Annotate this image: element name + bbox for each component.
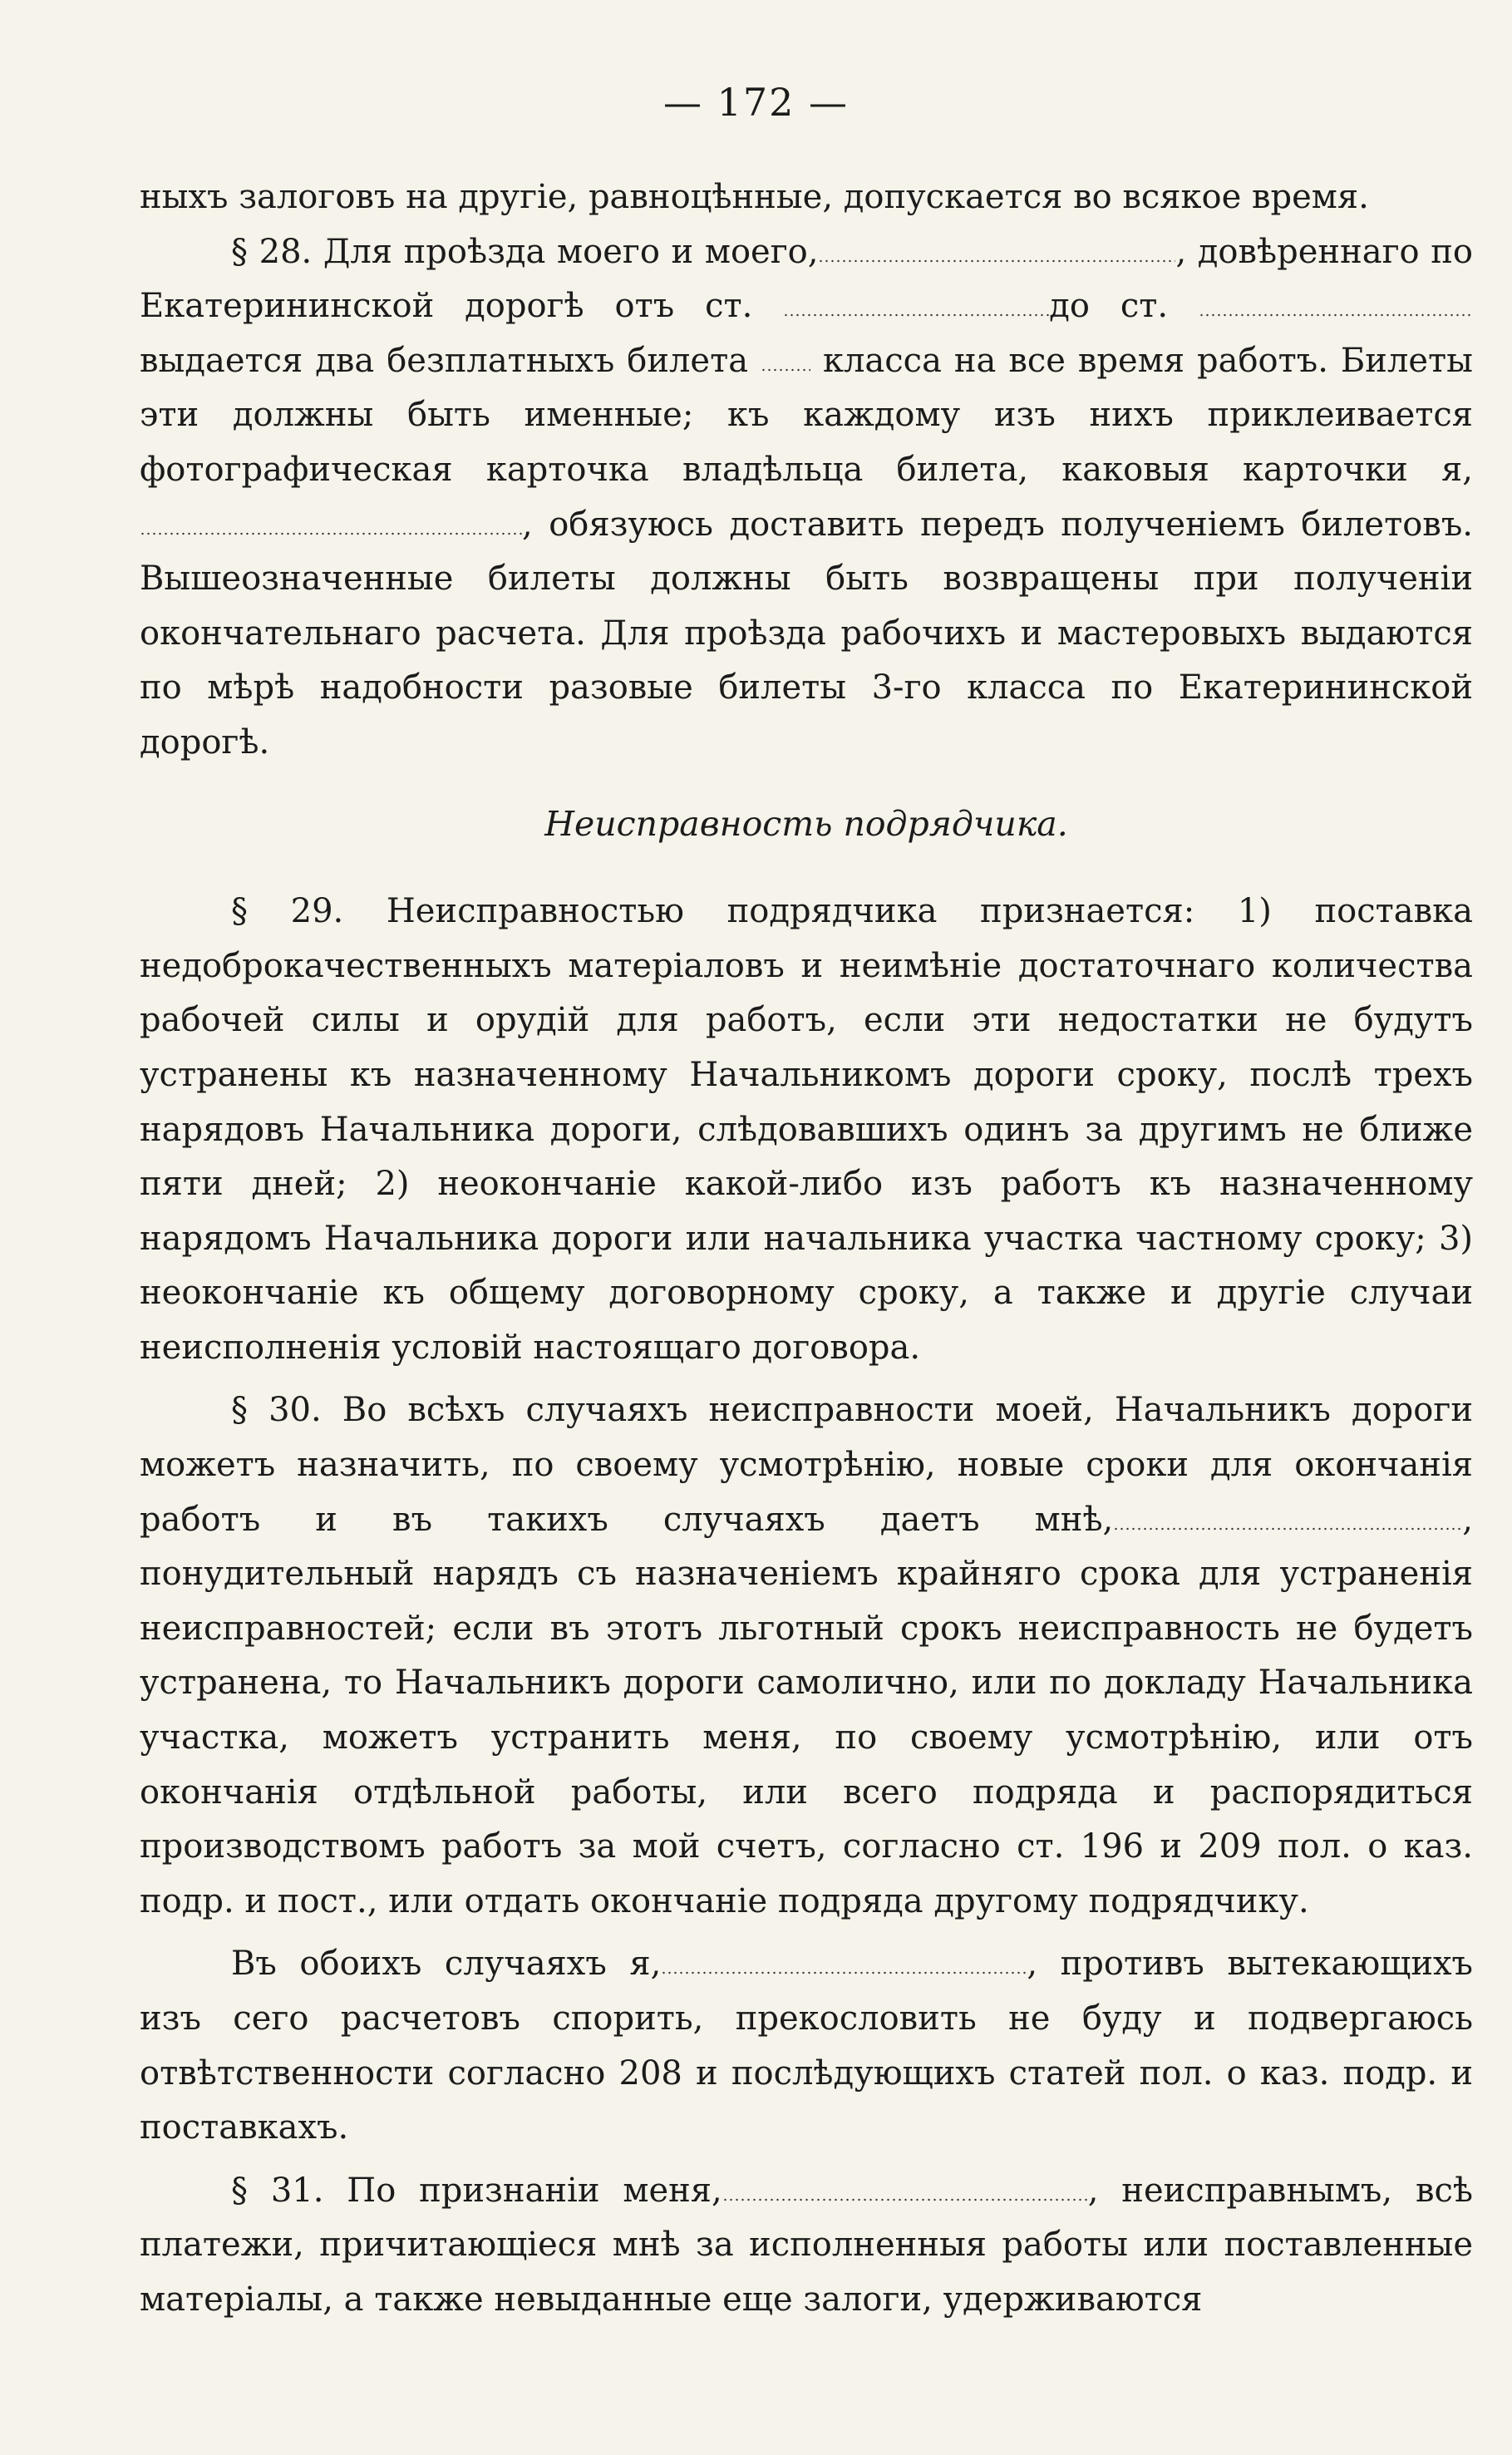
blank-line xyxy=(1199,298,1473,317)
p30-text-a: § 30. Во всѣхъ случаяхъ неисправности моей, Начальникъ дороги можетъ назначить, по своему усмотрѣнію, новые сроки для окончанія работъ и въ такихъ случаяхъ даетъ мнѣ, xyxy=(140,1391,1473,1539)
body-text xyxy=(140,170,1473,2328)
blank-line xyxy=(140,517,522,535)
paragraph-31 xyxy=(140,2164,1473,2328)
p28-text-a: § 28. Для проѣзда моего и моего, xyxy=(231,232,819,271)
blank-line xyxy=(1113,1512,1462,1531)
blank-line xyxy=(783,298,1049,317)
blank-line xyxy=(722,2183,1088,2201)
p30b-text-a: Въ обоихъ случаяхъ я, xyxy=(231,1945,662,1984)
p28-text-f: , обязуюсь доставить передъ полученіемъ билетовъ. Вышеозначенные билеты должны быть возвращены при полученіи окончательнаго расчета. Для проѣзда рабочихъ и мастеровыхъ выдаются по мѣрѣ надобности разовые билеты 3-го класса по Екатерининской дорогѣ. xyxy=(140,505,1473,762)
p28-text-b: , довѣреннаго по Екатерининской дорогѣ отъ ст. xyxy=(140,232,1473,326)
paragraph-30 xyxy=(140,1383,1473,1929)
p30-text-b: , понудительный нарядъ съ назначеніемъ крайняго срока для устраненія неисправностей; если въ этотъ льготный срокъ неисправность не будетъ устранена, то Начальникъ дороги самолично, или по докладу Начальника участка, можетъ устранить меня, по своему усмотрѣнію, или отъ окончанія отдѣльной работы, или всего подряда и распорядиться производствомъ работъ за мой счетъ, согласно ст. 196 и 209 пол. о каз. подр. и пост., или отдать окончаніе подряда другому подрядчику. xyxy=(140,1500,1473,1920)
p31-text-a: § 31. По признаніи меня, xyxy=(231,2171,722,2210)
page-number: — 172 — xyxy=(662,80,850,125)
paragraph-29: § 29. Неисправностью подрядчика признается: 1) поставка недоброкачественныхъ матеріаловъ и неимѣніе достаточнаго количества рабочей силы и орудій для работъ, если эти недостатки не будутъ устранены къ назначенному Начальникомъ дороги сроку, послѣ трехъ нарядовъ Начальника дороги, слѣдовавшихъ одинъ за другимъ не ближе пяти дней; 2) неокончаніе какой-либо изъ работъ къ назначенному нарядомъ Начальника дороги или начальника участка частному сроку; 3) неокончаніе къ общему договорному сроку, а также и другіе случаи неисполненія условій настоящаго договора. xyxy=(140,892,1473,1367)
p28-text-d: выдается два безплатныхъ билета xyxy=(140,341,749,380)
p28-text-e: класса на все время работъ. Билеты эти должны быть именные; къ каждому изъ нихъ приклеивается фотографическая карточка владѣльца билета, каковыя карточки я, xyxy=(140,341,1473,489)
blank-line xyxy=(761,353,810,372)
p31-text-b: , неисправнымъ, всѣ платежи, причитающіеся мнѣ за исполненныя работы или поставленные матеріалы, а также невыданные еще залоги, удерживаются xyxy=(140,2171,1473,2319)
p30b-text-b: , противъ вытекающихъ изъ сего расчетовъ спорить, прекословить не буду и подвергаюсь отвѣтственности согласно 208 и послѣдующихъ статей пол. о каз. подр. и поставкахъ. xyxy=(140,1945,1474,2147)
blank-line xyxy=(818,244,1175,263)
section-heading: Неисправность подрядчика. xyxy=(544,803,1068,844)
blank-line xyxy=(661,1956,1027,1974)
p28-text-c: до ст. xyxy=(1049,287,1169,326)
paragraph-28 xyxy=(140,225,1473,771)
paragraph-continuation: ныхъ залоговъ на другіе, равноцѣнные, допускается во всякое время. xyxy=(140,178,1369,216)
paragraph-30-continued xyxy=(140,1937,1473,2155)
